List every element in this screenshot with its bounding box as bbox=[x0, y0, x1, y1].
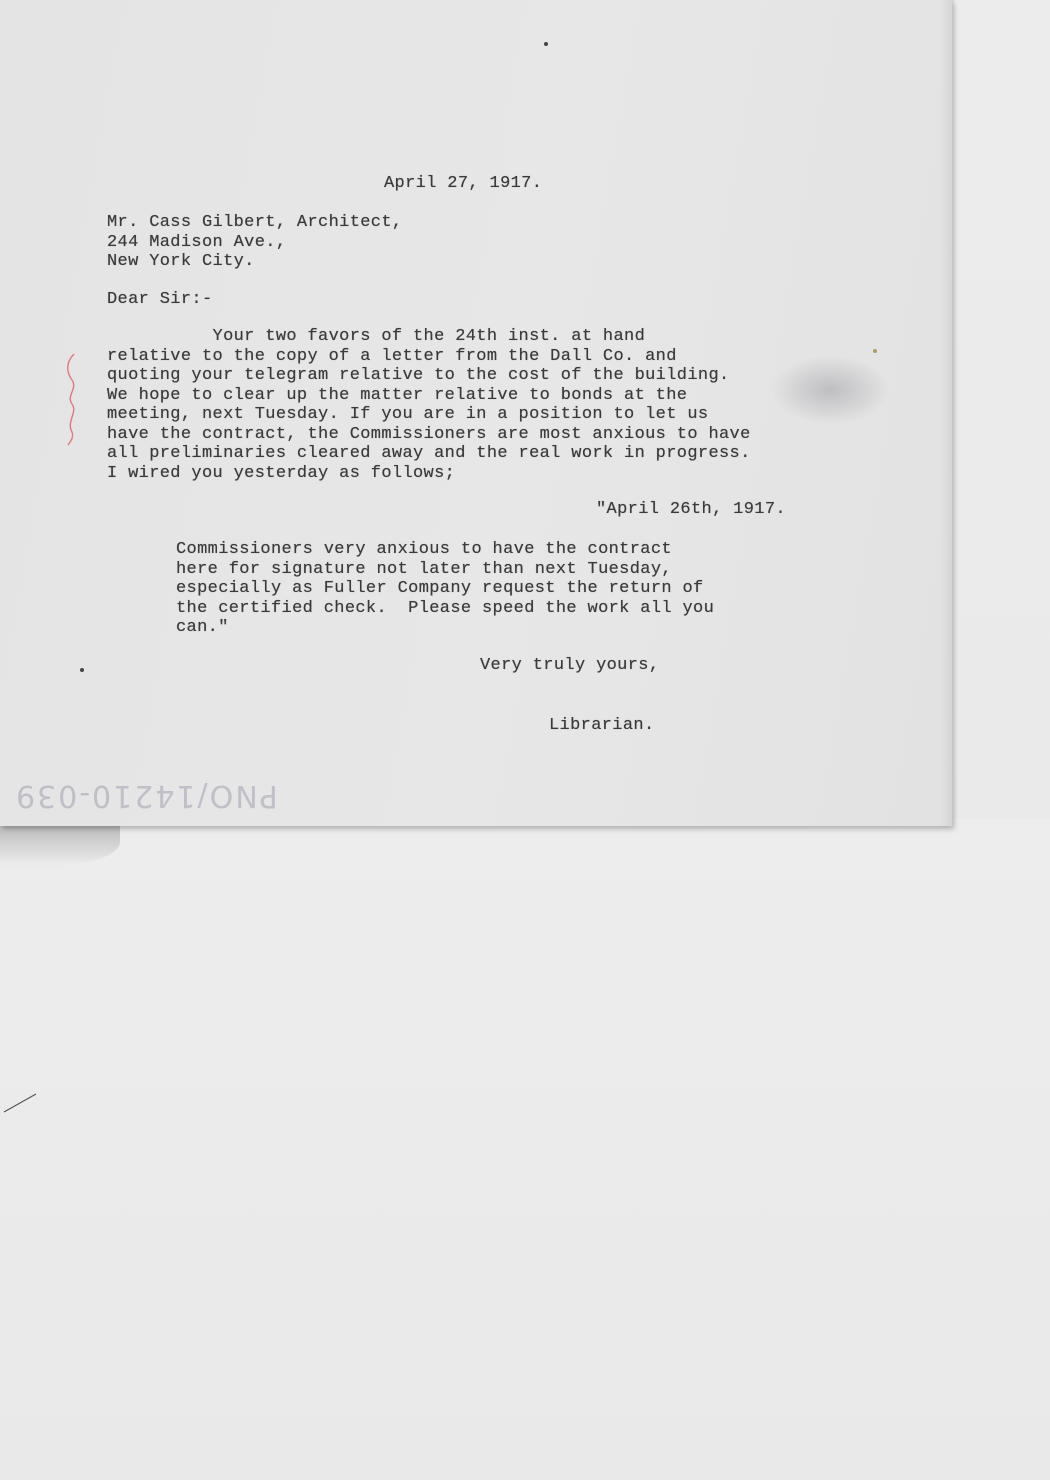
sheet-edge bbox=[940, 0, 954, 826]
telegram-line: here for signature not later than next Tuesday, bbox=[176, 559, 672, 579]
address-line: Mr. Cass Gilbert, Architect, bbox=[107, 213, 403, 232]
letter-body bbox=[107, 327, 751, 483]
body-line: meeting, next Tuesday. If you are in a position to let us bbox=[107, 405, 709, 424]
telegram-line: especially as Fuller Company request the return of bbox=[176, 579, 704, 598]
closing: Very truly yours, bbox=[480, 656, 660, 675]
letter-date: April 27, 1917. bbox=[384, 174, 543, 193]
telegram-quote bbox=[176, 540, 714, 638]
paper-speck bbox=[80, 668, 84, 672]
paper-speck bbox=[544, 42, 548, 46]
telegram-date: "April 26th, 1917. bbox=[596, 500, 786, 519]
recipient-address bbox=[107, 213, 402, 272]
salutation: Dear Sir:- bbox=[107, 290, 213, 309]
paper-speck bbox=[873, 349, 877, 353]
body-line: relative to the copy of a letter from the Dall Co. and bbox=[107, 346, 677, 366]
telegram-line: can." bbox=[176, 618, 229, 637]
telegram-line: the certified check. Please speed the work all you bbox=[176, 598, 715, 618]
body-line: I wired you yesterday as follows; bbox=[107, 463, 456, 483]
body-line: all preliminaries cleared away and the real work in progress. bbox=[107, 444, 751, 463]
address-line: 244 Madison Ave., bbox=[107, 232, 287, 252]
archive-stamp: PNO/14210-039 bbox=[14, 778, 278, 813]
underlying-page bbox=[0, 818, 1050, 1480]
telegram-line: Commissioners very anxious to have the contract bbox=[176, 540, 672, 559]
pen-stroke-mark bbox=[2, 1090, 42, 1120]
margin-bracket-mark bbox=[62, 352, 82, 447]
signature-title: Librarian. bbox=[549, 716, 655, 735]
body-line: quoting your telegram relative to the cost of the building. bbox=[107, 366, 730, 385]
body-line: We hope to clear up the matter relative to bonds at the bbox=[107, 385, 688, 405]
address-line: New York City. bbox=[107, 252, 255, 271]
body-line: have the contract, the Commissioners are most anxious to have bbox=[107, 424, 751, 444]
body-line: Your two favors of the 24th inst. at hand bbox=[107, 327, 646, 346]
ink-smudge bbox=[770, 355, 890, 425]
